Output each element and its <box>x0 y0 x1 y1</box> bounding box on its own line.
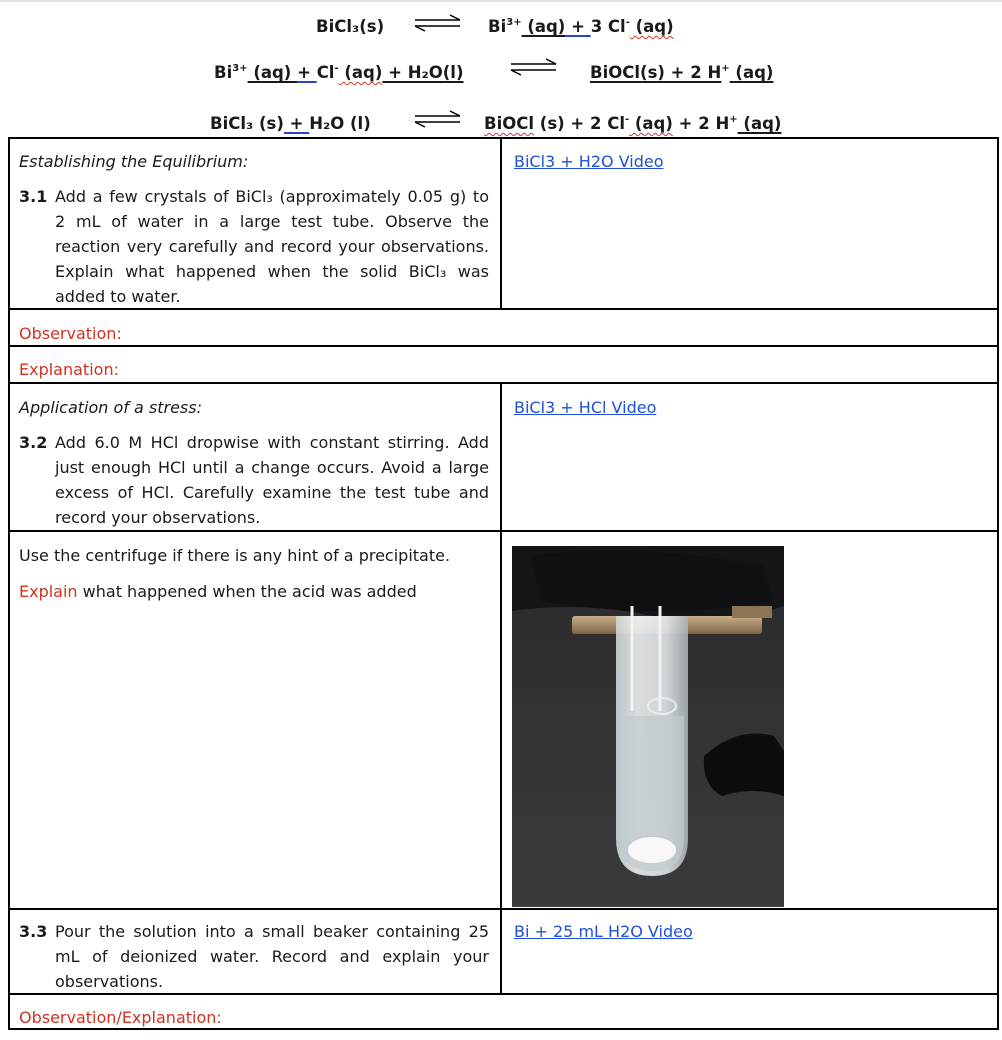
section-2-heading: Application of a stress: <box>19 398 202 417</box>
equation-1-cl: 3 Cl <box>590 17 626 36</box>
equation-2-h-charge: + <box>721 63 730 74</box>
explanation-label: Explanation: <box>19 360 119 379</box>
step-3-2 <box>19 430 491 530</box>
test-tube-illustration <box>512 546 784 907</box>
equation-3-h-charge: + <box>729 114 738 125</box>
equation-2-cl: Cl <box>316 63 335 82</box>
test-tube-photo <box>512 546 784 907</box>
step-3-1-text: Add a few crystals of BiCl₃ (approximately 0.05 g) to 2 mL of water in a large test tube. Observe the reaction very carefully and record your observations. Explain what happened when the solid BiCl₃ was added to water. <box>55 187 489 306</box>
table-border-right <box>997 137 999 1030</box>
equation-2-cl-charge: - <box>334 63 339 74</box>
step-3-2-number: 3.2 <box>19 433 48 452</box>
step-3-1 <box>19 184 491 309</box>
equation-2-right <box>590 62 773 84</box>
table-border-top <box>8 137 999 139</box>
equilibrium-arrow-3 <box>412 110 464 128</box>
equation-3-bicl3: BiCl₃ (s) <box>210 114 284 133</box>
explain-prompt <box>19 582 417 601</box>
equation-1-bi: Bi <box>488 17 507 36</box>
equation-2-aq-2: (aq) <box>338 63 383 82</box>
explain-prompt-text: what happened when the acid was added <box>77 582 417 601</box>
step-3-3-number: 3.3 <box>19 922 48 941</box>
equation-3-biocl: BiOCl <box>484 114 535 133</box>
step-3-2-text: Add 6.0 M HCl dropwise with constant stirring. Add just enough HCl until a change occurs. Avoid a large excess of HCl. Carefully examine the test tube and record your observations. <box>55 433 489 527</box>
equilibrium-arrow-1 <box>412 14 464 32</box>
centrifuge-note: Use the centrifuge if there is any hint of a precipitate. <box>19 546 451 565</box>
equation-1-left: BiCl₃(s) <box>316 17 385 36</box>
equation-3-aq-2: (aq) <box>737 114 782 133</box>
step-3-3-text: Pour the solution into a small beaker containing 25 mL of deionized water. Record and explain your observations. <box>55 922 489 991</box>
equation-3-plus: + <box>283 114 310 133</box>
equation-3-water: H₂O (l) <box>309 114 371 133</box>
equation-3-aq-1: (aq) <box>629 114 673 133</box>
table-row-divider <box>8 908 999 910</box>
equation-1-cl-charge: - <box>625 17 630 28</box>
equation-2-left <box>214 62 464 84</box>
bi-25ml-h2o-video-link[interactable]: Bi + 25 mL H2O Video <box>514 922 693 941</box>
table-row-divider <box>8 382 999 384</box>
step-3-1-number: 3.1 <box>19 187 48 206</box>
top-border <box>0 0 1002 2</box>
equilibrium-arrow-2 <box>508 58 560 76</box>
equation-2-h: + 2 H <box>664 63 722 82</box>
equation-2-bi-charge: 3+ <box>232 63 248 74</box>
bicl3-h2o-video-link[interactable]: BiCl3 + H2O Video <box>514 152 664 171</box>
table-border-left <box>8 137 10 1030</box>
equation-1-bi-charge: 3+ <box>506 17 522 28</box>
section-1-heading: Establishing the Equilibrium: <box>19 152 249 171</box>
equation-3-right <box>484 113 781 135</box>
equation-2-water: + H₂O(l) <box>382 63 464 82</box>
equation-3-cl-charge: - <box>624 114 630 125</box>
equation-2-aq-1: (aq) <box>247 63 298 82</box>
equation-1-aq-2: (aq) <box>629 17 674 36</box>
equation-1-aq-1: (aq) <box>521 17 566 36</box>
table-border-bottom <box>8 1028 999 1030</box>
equation-2-plus: + <box>297 63 317 82</box>
table-column-divider <box>500 382 502 995</box>
equation-3-left <box>210 113 371 135</box>
equation-1-right <box>488 16 674 38</box>
table-row-divider <box>8 530 999 532</box>
step-3-3 <box>19 919 491 994</box>
explain-keyword: Explain <box>19 582 78 601</box>
table-row-divider <box>8 345 999 347</box>
observation-explanation-label: Observation/Explanation: <box>19 1008 222 1027</box>
equation-2-biocl: BiOCl(s) <box>590 63 665 82</box>
bicl3-hcl-video-link[interactable]: BiCl3 + HCl Video <box>514 398 657 417</box>
equation-3-cl: (s) + 2 Cl <box>534 114 625 133</box>
equation-3-h: + 2 H <box>672 114 730 133</box>
equation-2-aq-3: (aq) <box>729 63 774 82</box>
equation-2-bi: Bi <box>214 63 233 82</box>
table-column-divider <box>500 137 502 310</box>
observation-label: Observation: <box>19 324 122 343</box>
equation-1-plus: + <box>565 17 591 36</box>
